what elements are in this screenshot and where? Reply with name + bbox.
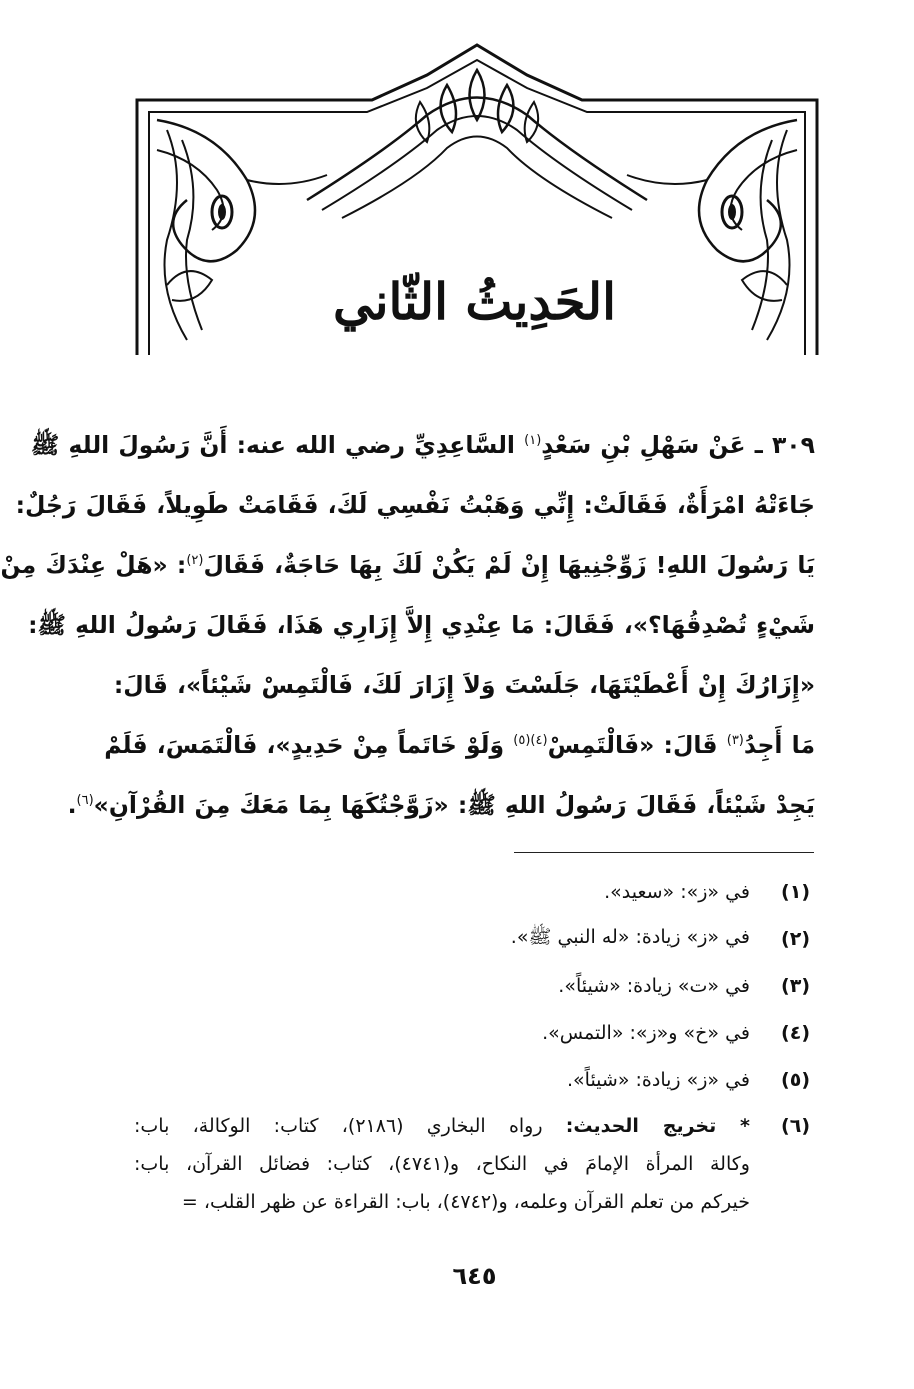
footnote-text: في «ز» زيادة: «له النبي ﷺ». <box>510 925 750 948</box>
footnote-text: في «ز»: «سعيد». <box>604 880 750 903</box>
hadith-line-6 <box>104 715 815 775</box>
takhrij-label: * تخريج الحديث: <box>565 1115 750 1137</box>
footnote-text: في «خ» و«ز»: «التمس». <box>542 1021 750 1044</box>
footnote-4 <box>134 1009 814 1056</box>
hadith-line-7-start: يَجِدْ شَيْئاً، فَقَالَ رَسُولُ اللهِ ﷺ: «زَوَّجْتُكَهَا بِمَا مَعَكَ مِنَ القُرْآنِ» <box>93 791 815 819</box>
footnote-2 <box>134 915 814 962</box>
page-number: ٦٤٥ <box>452 1262 497 1290</box>
footnote-number: (٦) <box>781 1115 810 1137</box>
hadith-line-1-start: ٣٠٩ ـ عَنْ سَهْلِ بْنِ سَعْدٍ <box>541 431 815 459</box>
hadith-line-2: جَاءَتْهُ امْرَأَةٌ، فَقَالَتْ: إِنِّي وَهَبْتُ نَفْسِي لَكَ، فَقَامَتْ طَوِيلاً، فَقَالَ رَجُلٌ: <box>15 491 815 519</box>
footnote-1 <box>134 868 814 915</box>
footnote-6-line-3: خيركم من تعلم القرآن وعلمه، و(٤٧٤٢)، باب: القراءة عن ظهر القلب، = <box>181 1191 750 1213</box>
hadith-line-6-mid: قَالَ: «فَالْتَمِسْ <box>547 731 727 759</box>
footnote-number: (٥) <box>781 1068 810 1091</box>
footnote-text: في «ز» زيادة: «شيئاً». <box>567 1068 750 1091</box>
footnote-ref-3: (٣) <box>726 733 744 749</box>
footnote-ref-4-5: (٤)(٥) <box>513 733 548 749</box>
footnote-number: (٣) <box>781 974 810 997</box>
hadith-line-3-start: يَا رَسُولَ اللهِ! زَوِّجْنِيهَا إِنْ لَمْ يَكُنْ لَكَ بِهَا حَاجَةٌ، فَقَالَ <box>203 551 815 579</box>
footnote-number: (٢) <box>781 927 810 950</box>
hadith-text <box>0 415 815 835</box>
hadith-line-3-rest: : «هَلْ عِنْدَكَ مِنْ <box>0 551 187 579</box>
footnote-text: في «ت» زيادة: «شيئاً». <box>558 974 750 997</box>
footnote-number: (٤) <box>781 1021 810 1044</box>
footnote-6-body <box>134 1107 750 1221</box>
page-title: الحَدِيثُ الثّاني <box>332 272 617 331</box>
footnote-number: (١) <box>781 880 810 903</box>
hadith-line-1-rest: السَّاعِدِيِّ رضي الله عنه: أَنَّ رَسُولَ اللهِ ﷺ <box>30 431 525 459</box>
footnote-ref-1: (١) <box>524 433 542 449</box>
hadith-line-6-rest: وَلَوْ خَاتَماً مِنْ حَدِيدٍ»، فَالْتَمَسَ، فَلَمْ <box>104 731 514 759</box>
hadith-line-5: «إِزَارُكَ إِنْ أَعْطَيْتَهَا، جَلَسْتَ وَلاَ إِزَارَ لَكَ، فَالْتَمِسْ شَيْئاً»، قَالَ: <box>113 671 815 699</box>
hadith-line-6-start: مَا أَجِدُ <box>743 731 815 759</box>
footnote-6-line-1 <box>134 1107 750 1145</box>
footnote-6 <box>134 1107 814 1221</box>
hadith-line-7 <box>67 775 815 835</box>
hadith-line-3 <box>0 535 815 595</box>
footnote-3 <box>134 962 814 1009</box>
footnotes <box>134 868 814 1221</box>
footnote-divider <box>514 852 814 853</box>
footnote-6-line-2: وكالة المرأة الإمامَ في النكاح، و(٤٧٤١)، كتاب: فضائل القرآن، باب: <box>134 1153 750 1175</box>
hadith-line-1 <box>30 415 815 475</box>
hadith-line-4: شَيْءٍ تُصْدِقُهَا؟»، فَقَالَ: مَا عِنْدِي إِلاَّ إِزَارِي هَذَا، فَقَالَ رَسُولُ اللهِ ﷺ: <box>28 611 815 639</box>
footnote-ref-2: (٢) <box>186 553 204 569</box>
footnote-5 <box>134 1056 814 1103</box>
footnote-6-line-1-rest: رواه البخاري (٢١٨٦)، كتاب: الوكالة، باب: <box>134 1115 566 1137</box>
footnote-ref-6: (٦) <box>76 793 94 809</box>
hadith-line-7-end: . <box>67 791 77 819</box>
